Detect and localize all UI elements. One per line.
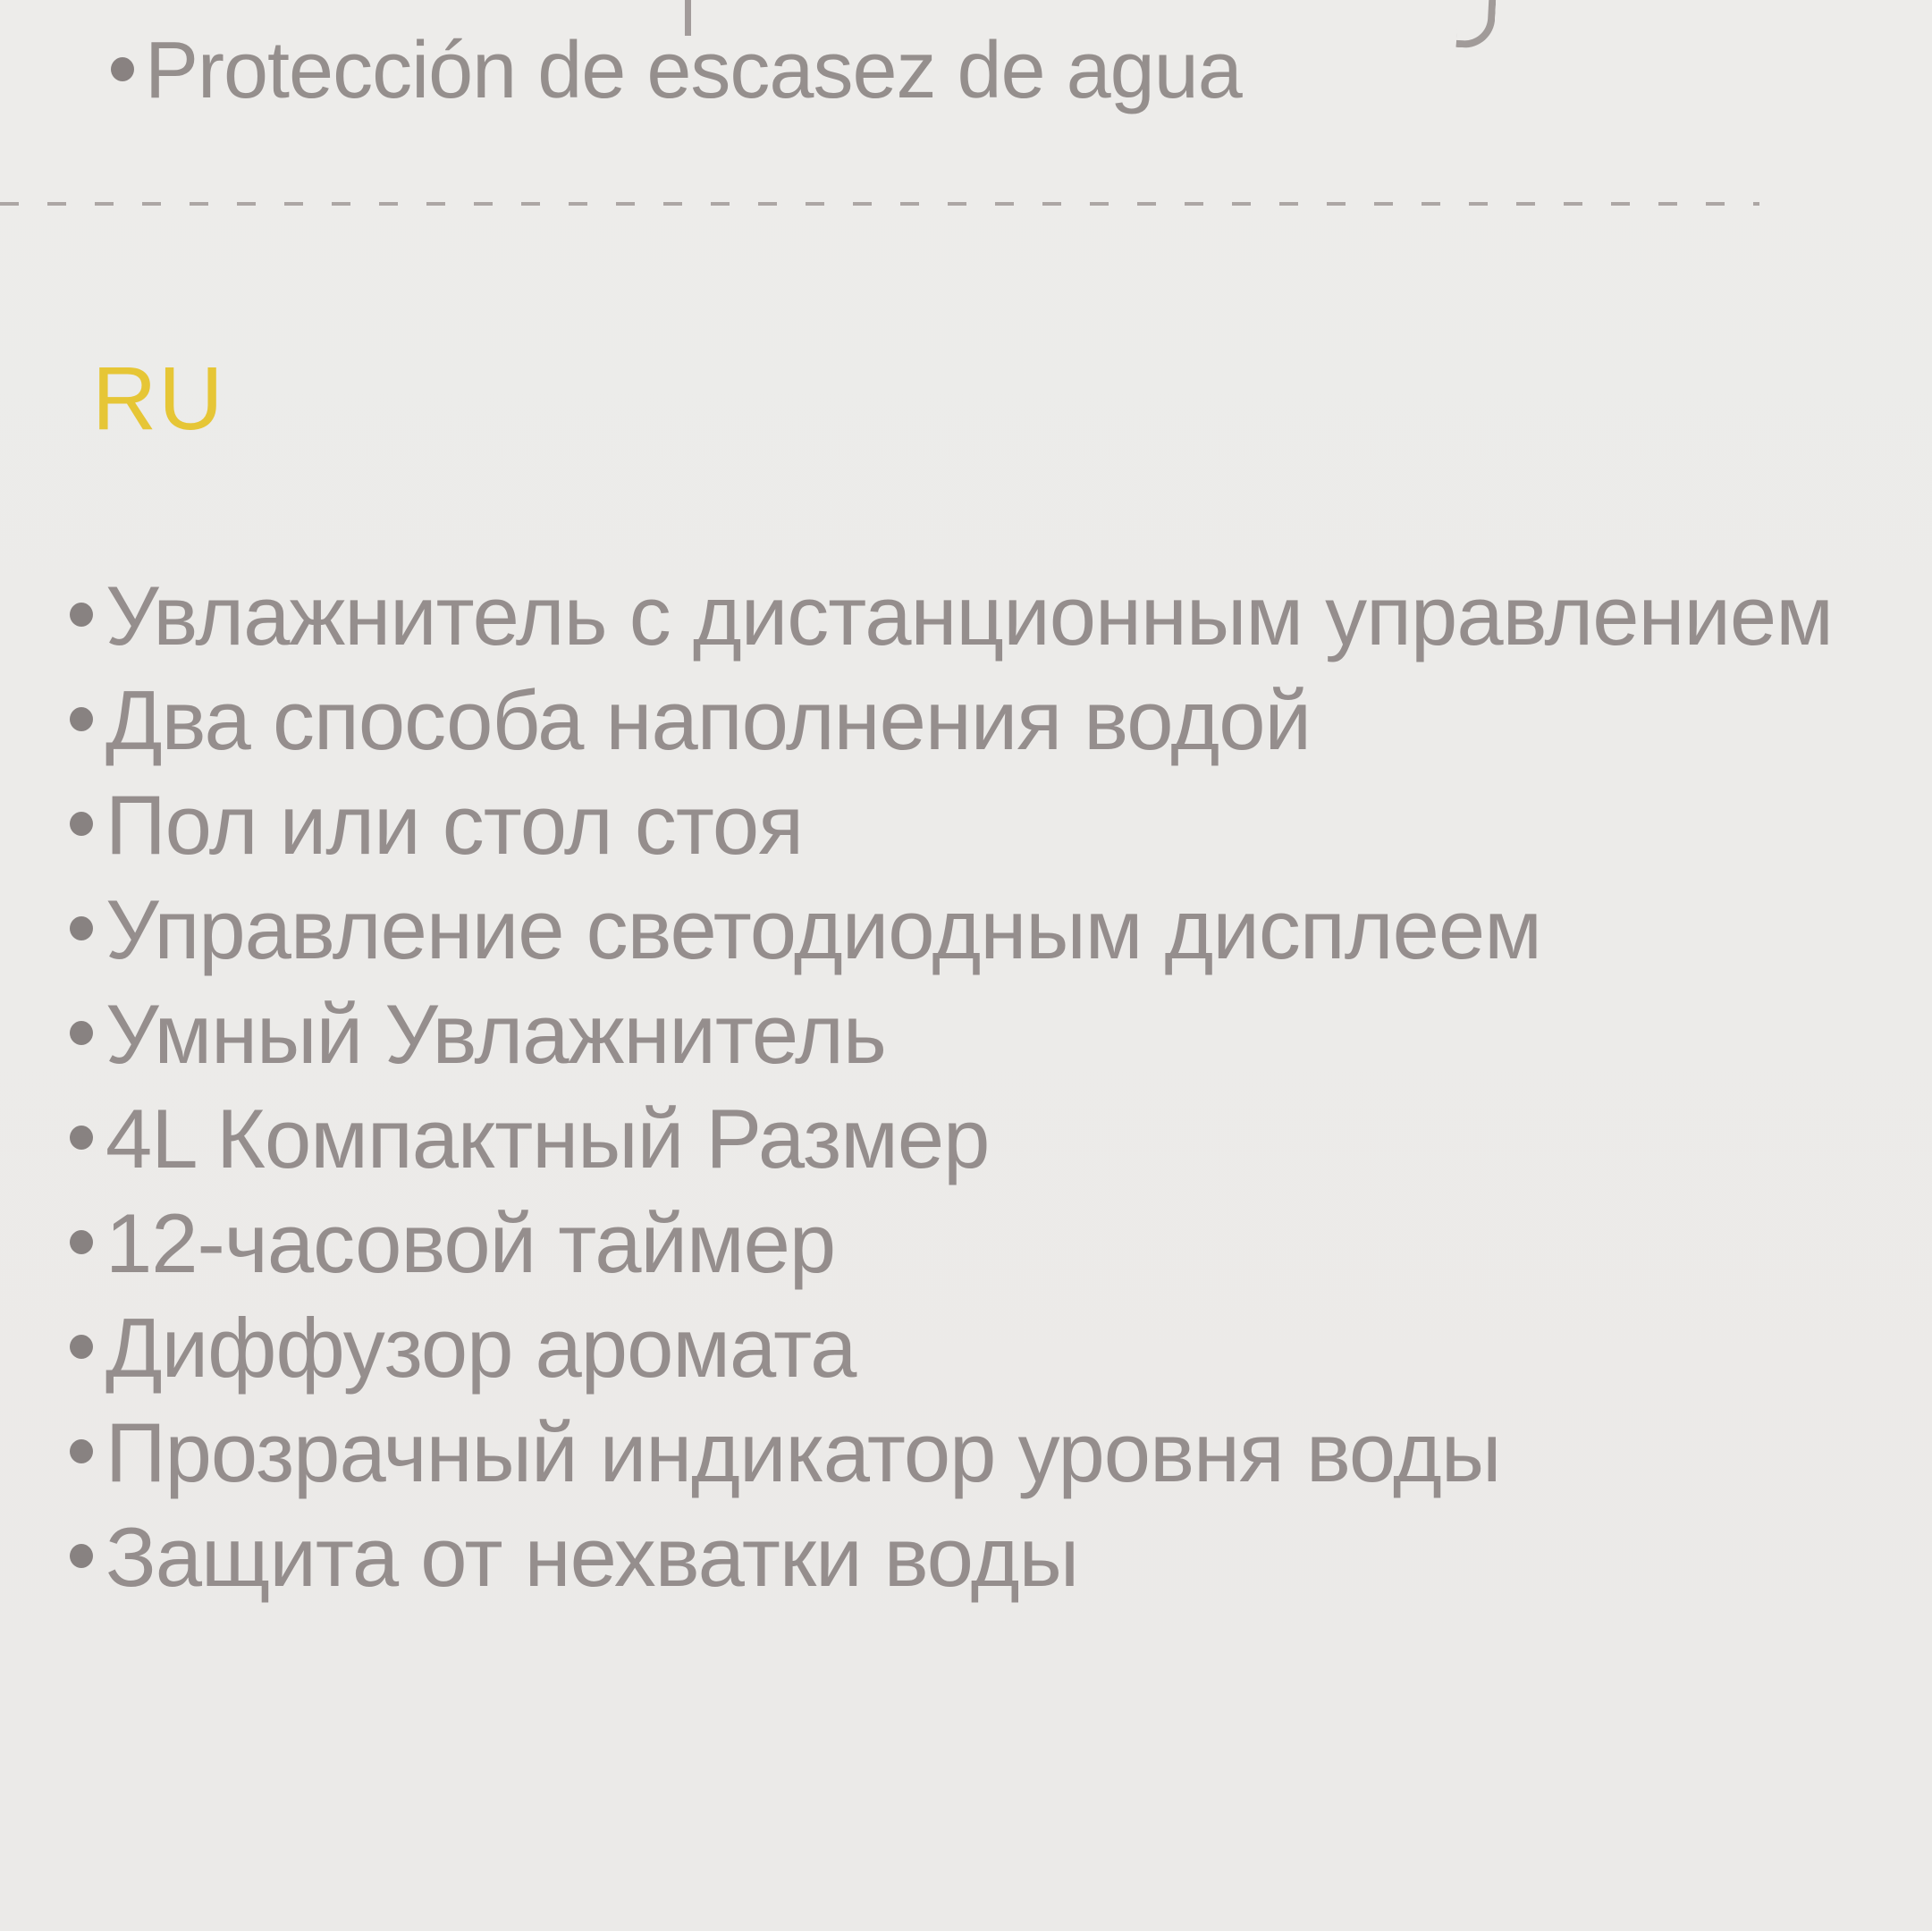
bullet-icon (70, 1021, 93, 1045)
ru-feature-text: Управление светодиодным дисплеем (105, 882, 1541, 976)
list-item (0, 982, 1833, 1086)
ru-feature-text: Прозрачный индикатор уровня воды (105, 1405, 1501, 1499)
bullet-icon (70, 1335, 93, 1359)
list-item (0, 1400, 1833, 1505)
bullet-icon (70, 707, 93, 731)
ru-language-label: RU (92, 349, 225, 449)
bullet-icon (70, 1230, 93, 1254)
list-item (0, 1295, 1833, 1400)
list-item (0, 1191, 1833, 1295)
list-item (0, 668, 1833, 772)
list-item (0, 563, 1833, 668)
ru-feature-text: Защита от нехватки воды (105, 1510, 1079, 1604)
ru-feature-text: 12-часовой таймер (105, 1196, 836, 1290)
bullet-icon (111, 57, 134, 81)
ru-feature-text: Увлажнитель с дистанционным управлением (105, 569, 1833, 662)
bullet-icon (70, 812, 93, 836)
list-item (0, 877, 1833, 982)
list-item (0, 1086, 1833, 1191)
list-item (0, 1505, 1833, 1609)
ru-feature-text: Пол или стол стоя (105, 778, 804, 872)
ru-feature-text: Умный Увлажнитель (105, 987, 886, 1081)
descender-hook-icon (1455, 0, 1496, 49)
bullet-icon (70, 1439, 93, 1463)
es-feature-text: Protección de escasez de agua (145, 26, 1242, 115)
ru-feature-text: Диффузор аромата (105, 1301, 856, 1395)
bullet-icon (70, 1544, 93, 1568)
section-divider (0, 202, 1759, 206)
bullet-icon (70, 916, 93, 940)
bullet-icon (70, 1126, 93, 1150)
ru-feature-text: 4L Компактный Размер (105, 1092, 990, 1185)
bullet-icon (70, 603, 93, 627)
list-item (0, 772, 1833, 877)
es-feature-item (111, 25, 1242, 118)
ru-feature-text: Два способа наполнения водой (105, 673, 1312, 767)
ru-feature-list (0, 563, 1833, 1609)
